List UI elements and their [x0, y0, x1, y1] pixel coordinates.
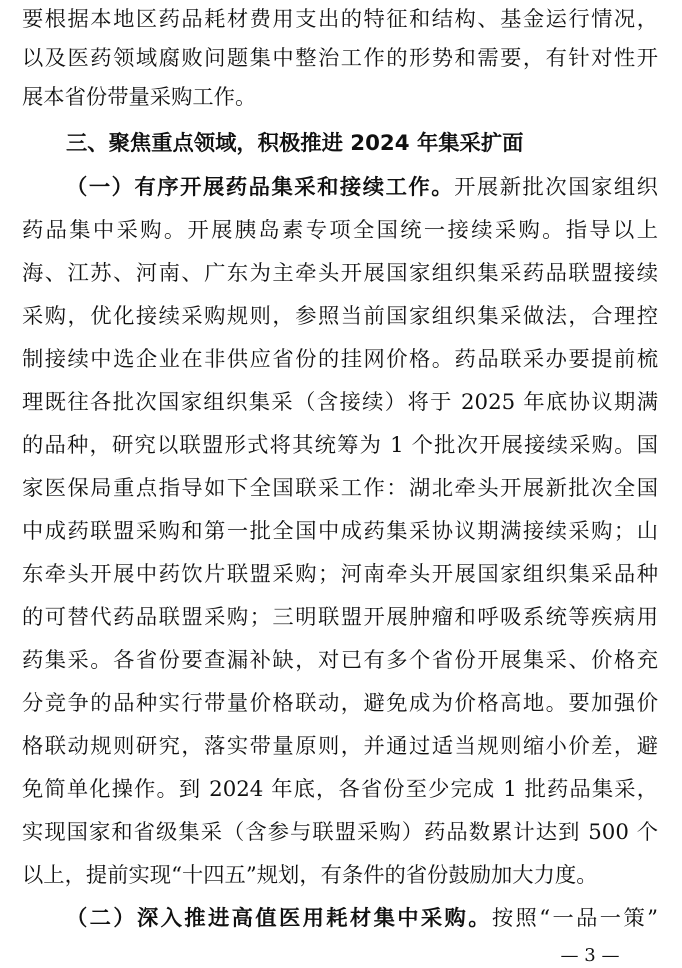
- paragraph-line: 实现国家和省级集采（含参与联盟采购）药品数累计达到 500 个: [22, 820, 658, 845]
- page-number: — 3 —: [560, 945, 620, 966]
- paragraph-line: 以及医药领域腐败问题集中整治工作的形势和需要，有针对性开: [22, 46, 658, 71]
- section-heading: 三、聚焦重点领域，积极推进 2024 年集采扩面: [66, 131, 524, 156]
- paragraph-line: 展本省份带量采购工作。: [22, 85, 257, 110]
- paragraph-line: 家医保局重点指导如下全国联采工作：湖北牵头开展新批次全国: [22, 476, 658, 501]
- paragraph-line: 要根据本地区药品耗材费用支出的特征和结构、基金运行情况，: [22, 7, 658, 32]
- subsection-heading: （二）深入推进高值医用耗材集中采购。: [66, 906, 492, 931]
- paragraph-line: 的可替代药品联盟采购；三明联盟开展肿瘤和呼吸系统等疾病用: [22, 605, 658, 630]
- subsection-line: [66, 901, 658, 937]
- paragraph-line: 海、江苏、河南、广东为主牵头开展国家组织集采药品联盟接续: [22, 261, 658, 286]
- paragraph-line: 制接续中选企业在非供应省份的挂网价格。药品联采办要提前梳: [22, 347, 658, 372]
- paragraph-line: 分竞争的品种实行带量价格联动，避免成为价格高地。要加强价: [22, 691, 658, 716]
- paragraph-text: 开展新批次国家组织: [454, 175, 658, 200]
- subsection-line: [66, 170, 658, 206]
- paragraph-line: 药品集中采购。开展胰岛素专项全国统一接续采购。指导以上: [22, 218, 658, 243]
- paragraph-line: 格联动规则研究，落实带量原则，并通过适当规则缩小价差，避: [22, 734, 658, 759]
- paragraph-line: 中成药联盟采购和第一批全国中成药集采协议期满接续采购；山: [22, 519, 658, 544]
- paragraph-line: 免简单化操作。到 2024 年底，各省份至少完成 1 批药品集采，: [22, 777, 658, 802]
- paragraph-line: 以上，提前实现“十四五”规划，有条件的省份鼓励加大力度。: [22, 863, 598, 888]
- subsection-heading: （一）有序开展药品集采和接续工作。: [66, 175, 455, 200]
- paragraph-text: 按照“一品一策”: [491, 906, 658, 931]
- paragraph-line: 药集采。各省份要查漏补缺，对已有多个省份开展集采、价格充: [22, 648, 658, 673]
- paragraph-line: 理既往各批次国家组织集采（含接续）将于 2025 年底协议期满: [22, 390, 658, 415]
- paragraph-line: 采购，优化接续采购规则，参照当前国家组织集采做法，合理控: [22, 304, 658, 329]
- paragraph-line: 的品种，研究以联盟形式将其统筹为 1 个批次开展接续采购。国: [22, 433, 658, 458]
- paragraph-line: 东牵头开展中药饮片联盟采购；河南牵头开展国家组织集采品种: [22, 562, 658, 587]
